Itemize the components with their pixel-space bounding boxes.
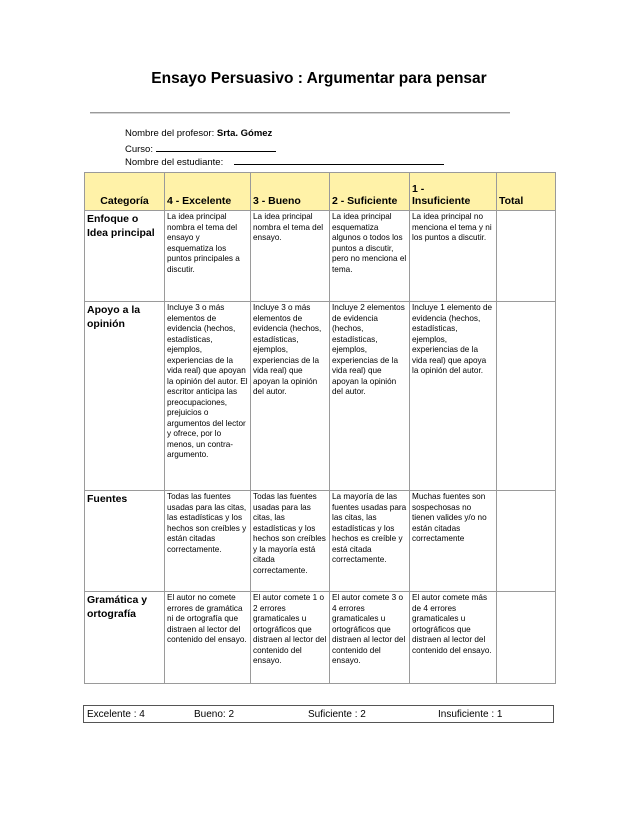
cell-level-1: Incluye 1 elemento de evidencia (hechos, estadísticas, ejemplos, experiencias de la vida real) que apoya la opinión del autor.: [410, 302, 497, 491]
scale-insuficiente: Insuficiente : 1: [438, 709, 503, 720]
rubric-row: [85, 491, 556, 592]
title-divider: [90, 112, 510, 113]
rubric-header-row: [85, 173, 556, 211]
score-scale-box: [83, 705, 554, 723]
course-label: Curso:: [125, 144, 153, 155]
header-level-1-number: 1 -: [412, 183, 425, 195]
cell-level-3: La idea principal nombra el tema del ensayo.: [251, 211, 330, 302]
cell-level-1: Muchas fuentes son sospechosas no tienen valides y/o no están citadas correctamente: [410, 491, 497, 592]
rubric-row: [85, 302, 556, 491]
cell-level-1: El autor comete más de 4 errores gramaticales u ortográficos que distraen al lector del contenido del ensayo.: [410, 592, 497, 684]
row-category: Fuentes: [85, 491, 165, 592]
cell-total[interactable]: [497, 491, 556, 592]
cell-level-4: Incluye 3 o más elementos de evidencia (hechos, estadísticas, ejemplos, experiencias de la vida real) que apoyan la opinión del autor. El escritor anticipa las preocupaciones, prejuicios o argumentos del lector y ofrece, por lo menos, un contra-argumento.: [165, 302, 251, 491]
scale-suficiente: Suficiente : 2: [308, 709, 366, 720]
teacher-label: Nombre del profesor:: [125, 128, 215, 139]
header-level-1: [410, 173, 497, 211]
cell-level-2: El autor comete 3 o 4 errores gramaticales u ortográficos que distraen al lector del contenido del ensayo.: [330, 592, 410, 684]
scale-excelente: Excelente : 4: [87, 709, 145, 720]
teacher-line: [125, 128, 272, 139]
cell-level-4: Todas las fuentes usadas para las citas, las estadísticas y los hechos son creíbles y están citadas correctamente.: [165, 491, 251, 592]
cell-total[interactable]: [497, 592, 556, 684]
teacher-name: Srta. Gómez: [216, 128, 273, 139]
scale-bueno: Bueno: 2: [194, 709, 235, 720]
row-category: Apoyo a la opinión: [85, 302, 165, 491]
header-level-1-label: Insuficiente: [412, 195, 471, 207]
page-title: Ensayo Persuasivo : Argumentar para pensar: [151, 70, 487, 87]
cell-level-3: Incluye 3 o más elementos de evidencia (hechos, estadísticas, ejemplos, experiencias de la vida real) que apoyan la opinión del autor.: [251, 302, 330, 491]
cell-level-3: El autor comete 1 o 2 errores gramaticales u ortográficos que distraen al lector del contenido del ensayo.: [251, 592, 330, 684]
cell-total[interactable]: [497, 302, 556, 491]
row-category: Enfoque o Idea principal: [85, 211, 165, 302]
course-line: [125, 142, 276, 155]
cell-level-3: Todas las fuentes usadas para las citas, las estadísticas y los hechos son creíbles y la mayoría está citada correctamente.: [251, 491, 330, 592]
cell-total[interactable]: [497, 211, 556, 302]
course-field[interactable]: [156, 142, 276, 152]
cell-level-2: La idea principal esquematiza algunos o todos los puntos a discutir, pero no menciona el tema.: [330, 211, 410, 302]
cell-level-1: La idea principal no menciona el tema y ni los puntos a discutir.: [410, 211, 497, 302]
cell-level-4: El autor no comete errores de gramática ni de ortografía que distraen al lector del contenido del ensayo.: [165, 592, 251, 684]
header-level-4: 4 - Excelente: [165, 173, 251, 211]
row-category: Gramática y ortografía: [85, 592, 165, 684]
student-label: Nombre del estudiante:: [125, 157, 224, 168]
header-level-3: 3 - Bueno: [251, 173, 330, 211]
cell-level-2: Incluye 2 elementos de evidencia (hechos, estadísticas, ejemplos, experiencias de la vida real) que apoyan la opinión del autor.: [330, 302, 410, 491]
rubric-row: [85, 211, 556, 302]
cell-level-4: La idea principal nombra el tema del ensayo y esquematiza los puntos principales a discutir.: [165, 211, 251, 302]
student-field[interactable]: [234, 155, 444, 165]
cell-level-2: La mayoría de las fuentes usadas para las citas, las estadísticas y los hechos es creíble y está citada correctamente.: [330, 491, 410, 592]
rubric-table: [84, 172, 556, 684]
rubric-row: [85, 592, 556, 684]
header-level-2: 2 - Suficiente: [330, 173, 410, 211]
student-line: [125, 155, 444, 168]
header-category: Categoría: [85, 173, 165, 211]
header-total: Total: [497, 173, 556, 211]
